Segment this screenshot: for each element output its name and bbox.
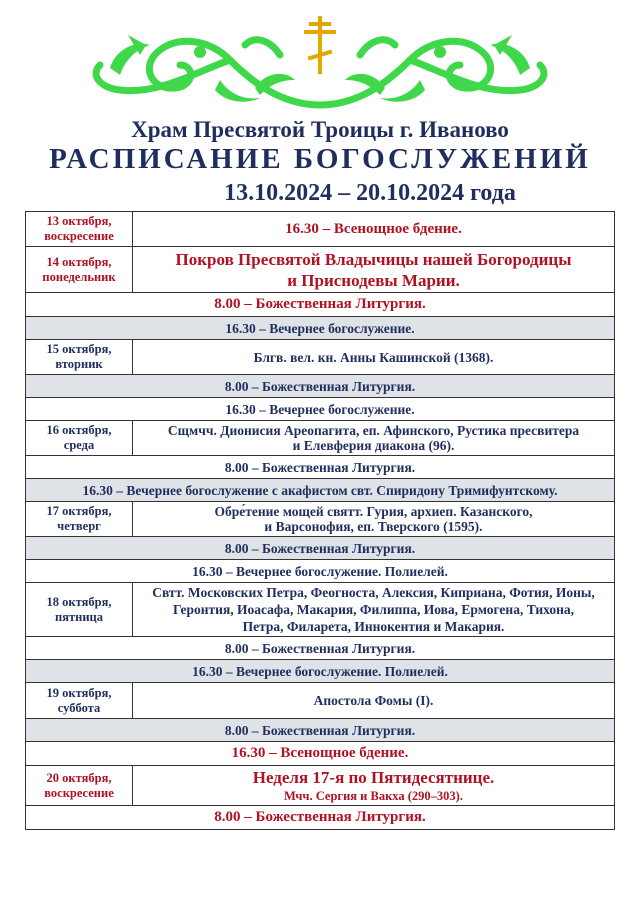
day-weekday: пятница (55, 609, 103, 624)
service-cell (26, 479, 615, 502)
day-date: 14 октября, (46, 254, 112, 269)
service-cell (26, 293, 615, 317)
feast-cell (133, 247, 615, 293)
service-time: 8.00 (224, 540, 249, 556)
feast-title: и Приснодевы Марии. (287, 270, 460, 290)
table-row (26, 212, 615, 247)
day-date: 13 октября, (46, 214, 112, 228)
saint-text: Свтт. Московских Петра, Феогноста, Алексия, Киприана, Фотия, Ионы, (152, 585, 595, 600)
day-weekday: понедельник (42, 269, 116, 284)
service-text: – Божественная Литургия. (248, 640, 416, 656)
service-cell (26, 375, 615, 398)
service-time: 16.30 (285, 220, 319, 237)
day-date: 18 октября, (46, 594, 112, 609)
service-cell (26, 806, 615, 830)
day-date: 16 октября, (46, 423, 112, 437)
day-date: 17 октября, (46, 504, 112, 518)
feast-cell (133, 766, 615, 806)
day-weekday: четверг (57, 519, 101, 533)
day-cell (26, 583, 133, 637)
table-row (26, 637, 615, 660)
service-cell (26, 456, 615, 479)
service-time: 16.30 (225, 401, 256, 417)
saint-cell (133, 340, 615, 375)
date-range: 13.10.2024 – 20.10.2024 года (224, 180, 516, 206)
day-date: 15 октября, (46, 342, 112, 356)
service-time: 8.00 (224, 640, 249, 656)
feast-title: Покров Пресвятой Владычицы нашей Богородицы (175, 249, 572, 269)
table-row (26, 560, 615, 583)
day-cell (26, 766, 133, 806)
table-row (26, 583, 615, 637)
service-time: 16.30 (225, 320, 256, 336)
table-row (26, 247, 615, 293)
service-cell (26, 742, 615, 766)
table-row (26, 375, 615, 398)
service-text: – Божественная Литургия. (248, 722, 416, 738)
service-time: 16.30 (192, 663, 223, 679)
table-row (26, 537, 615, 560)
service-time: 8.00 (214, 296, 241, 312)
service-time: 16.30 (82, 482, 113, 498)
table-row (26, 456, 615, 479)
table-row (26, 719, 615, 742)
table-row (26, 398, 615, 421)
service-time: 8.00 (224, 459, 249, 475)
saint-text: Петра, Филарета, Иннокентия и Макария. (242, 619, 505, 634)
service-cell (26, 537, 615, 560)
service-cell (26, 560, 615, 583)
table-row (26, 479, 615, 502)
service-text: – Божественная Литургия. (248, 540, 416, 556)
service-text: – Вечернее богослужение. (255, 401, 415, 417)
table-row (26, 683, 615, 719)
saint-text: Мчч. Сергия и Вакха (290–303). (284, 789, 463, 803)
table-row (26, 317, 615, 340)
service-text: – Всенощное бдение. (265, 745, 409, 761)
service-text: – Вечернее богослужение. Полиелей. (222, 663, 448, 679)
day-cell (26, 247, 133, 293)
day-cell (26, 683, 133, 719)
saint-text: Апостола Фомы (I). (313, 693, 434, 708)
service-cell (26, 398, 615, 421)
table-row (26, 766, 615, 806)
day-weekday: воскресение (44, 785, 114, 800)
church-name: Храм Пресвятой Троицы г. Иваново (131, 117, 509, 142)
service-cell (26, 317, 615, 340)
service-text: – Вечернее богослужение. Полиелей. (222, 563, 448, 579)
schedule-table (25, 211, 615, 830)
saint-text: Сщмчч. Дионисия Ареопагита, еп. Афинского, Рустика пресвитера (167, 423, 580, 438)
saint-cell (133, 683, 615, 719)
table-row (26, 806, 615, 830)
table-row (26, 742, 615, 766)
saint-cell (133, 421, 615, 456)
service-cell (26, 637, 615, 660)
saint-text: и Варсонофия, еп. Тверского (1595). (264, 519, 483, 534)
service-cell (26, 719, 615, 742)
day-cell (26, 421, 133, 456)
service-time: 8.00 (224, 378, 249, 394)
day-weekday: воскресение (44, 229, 114, 243)
service-time: 16.30 (231, 745, 266, 761)
day-cell (26, 340, 133, 375)
saint-text: и Елевферия диакона (96). (292, 438, 455, 453)
table-row (26, 421, 615, 456)
saint-text: Обре́тение мощей святт. Гурия, архиеп. Казанского, (214, 504, 533, 519)
service-time: 16.30 (192, 563, 223, 579)
floral-ornament-with-cross (80, 10, 560, 120)
service-text: – Вечернее богослужение. (255, 320, 415, 336)
saint-cell (133, 583, 615, 637)
saint-cell (133, 502, 615, 537)
service-text: – Божественная Литургия. (240, 809, 426, 825)
service-time: 8.00 (224, 722, 249, 738)
service-cell (26, 660, 615, 683)
table-row (26, 660, 615, 683)
day-weekday: суббота (57, 700, 101, 715)
service-text: – Божественная Литургия. (240, 296, 426, 312)
table-row (26, 293, 615, 317)
service-text: – Вечернее богослужение с акафистом свт. Спиридону Тримифунтскому. (112, 482, 558, 498)
service-time: 8.00 (214, 809, 241, 825)
feast-title: Неделя 17-я по Пятидесятнице. (252, 768, 495, 787)
page-title: РАСПИСАНИЕ БОГОСЛУЖЕНИЙ (49, 143, 591, 175)
day-weekday: вторник (55, 357, 103, 371)
service-cell (133, 212, 615, 247)
day-date: 19 октября, (46, 685, 112, 700)
day-cell (26, 502, 133, 537)
service-text: – Всенощное бдение. (318, 220, 462, 237)
table-row (26, 502, 615, 537)
saint-text: Блгв. вел. кн. Анны Кашинской (1368). (253, 349, 494, 365)
day-weekday: среда (63, 438, 95, 452)
service-text: – Божественная Литургия. (248, 459, 416, 475)
service-text: – Божественная Литургия. (248, 378, 416, 394)
saint-text: Геронтия, Иоасафа, Макария, Филиппа, Иова, Ермогена, Тихона, (172, 602, 575, 617)
day-date: 20 октября, (46, 770, 112, 785)
day-cell (26, 212, 133, 247)
table-row (26, 340, 615, 375)
